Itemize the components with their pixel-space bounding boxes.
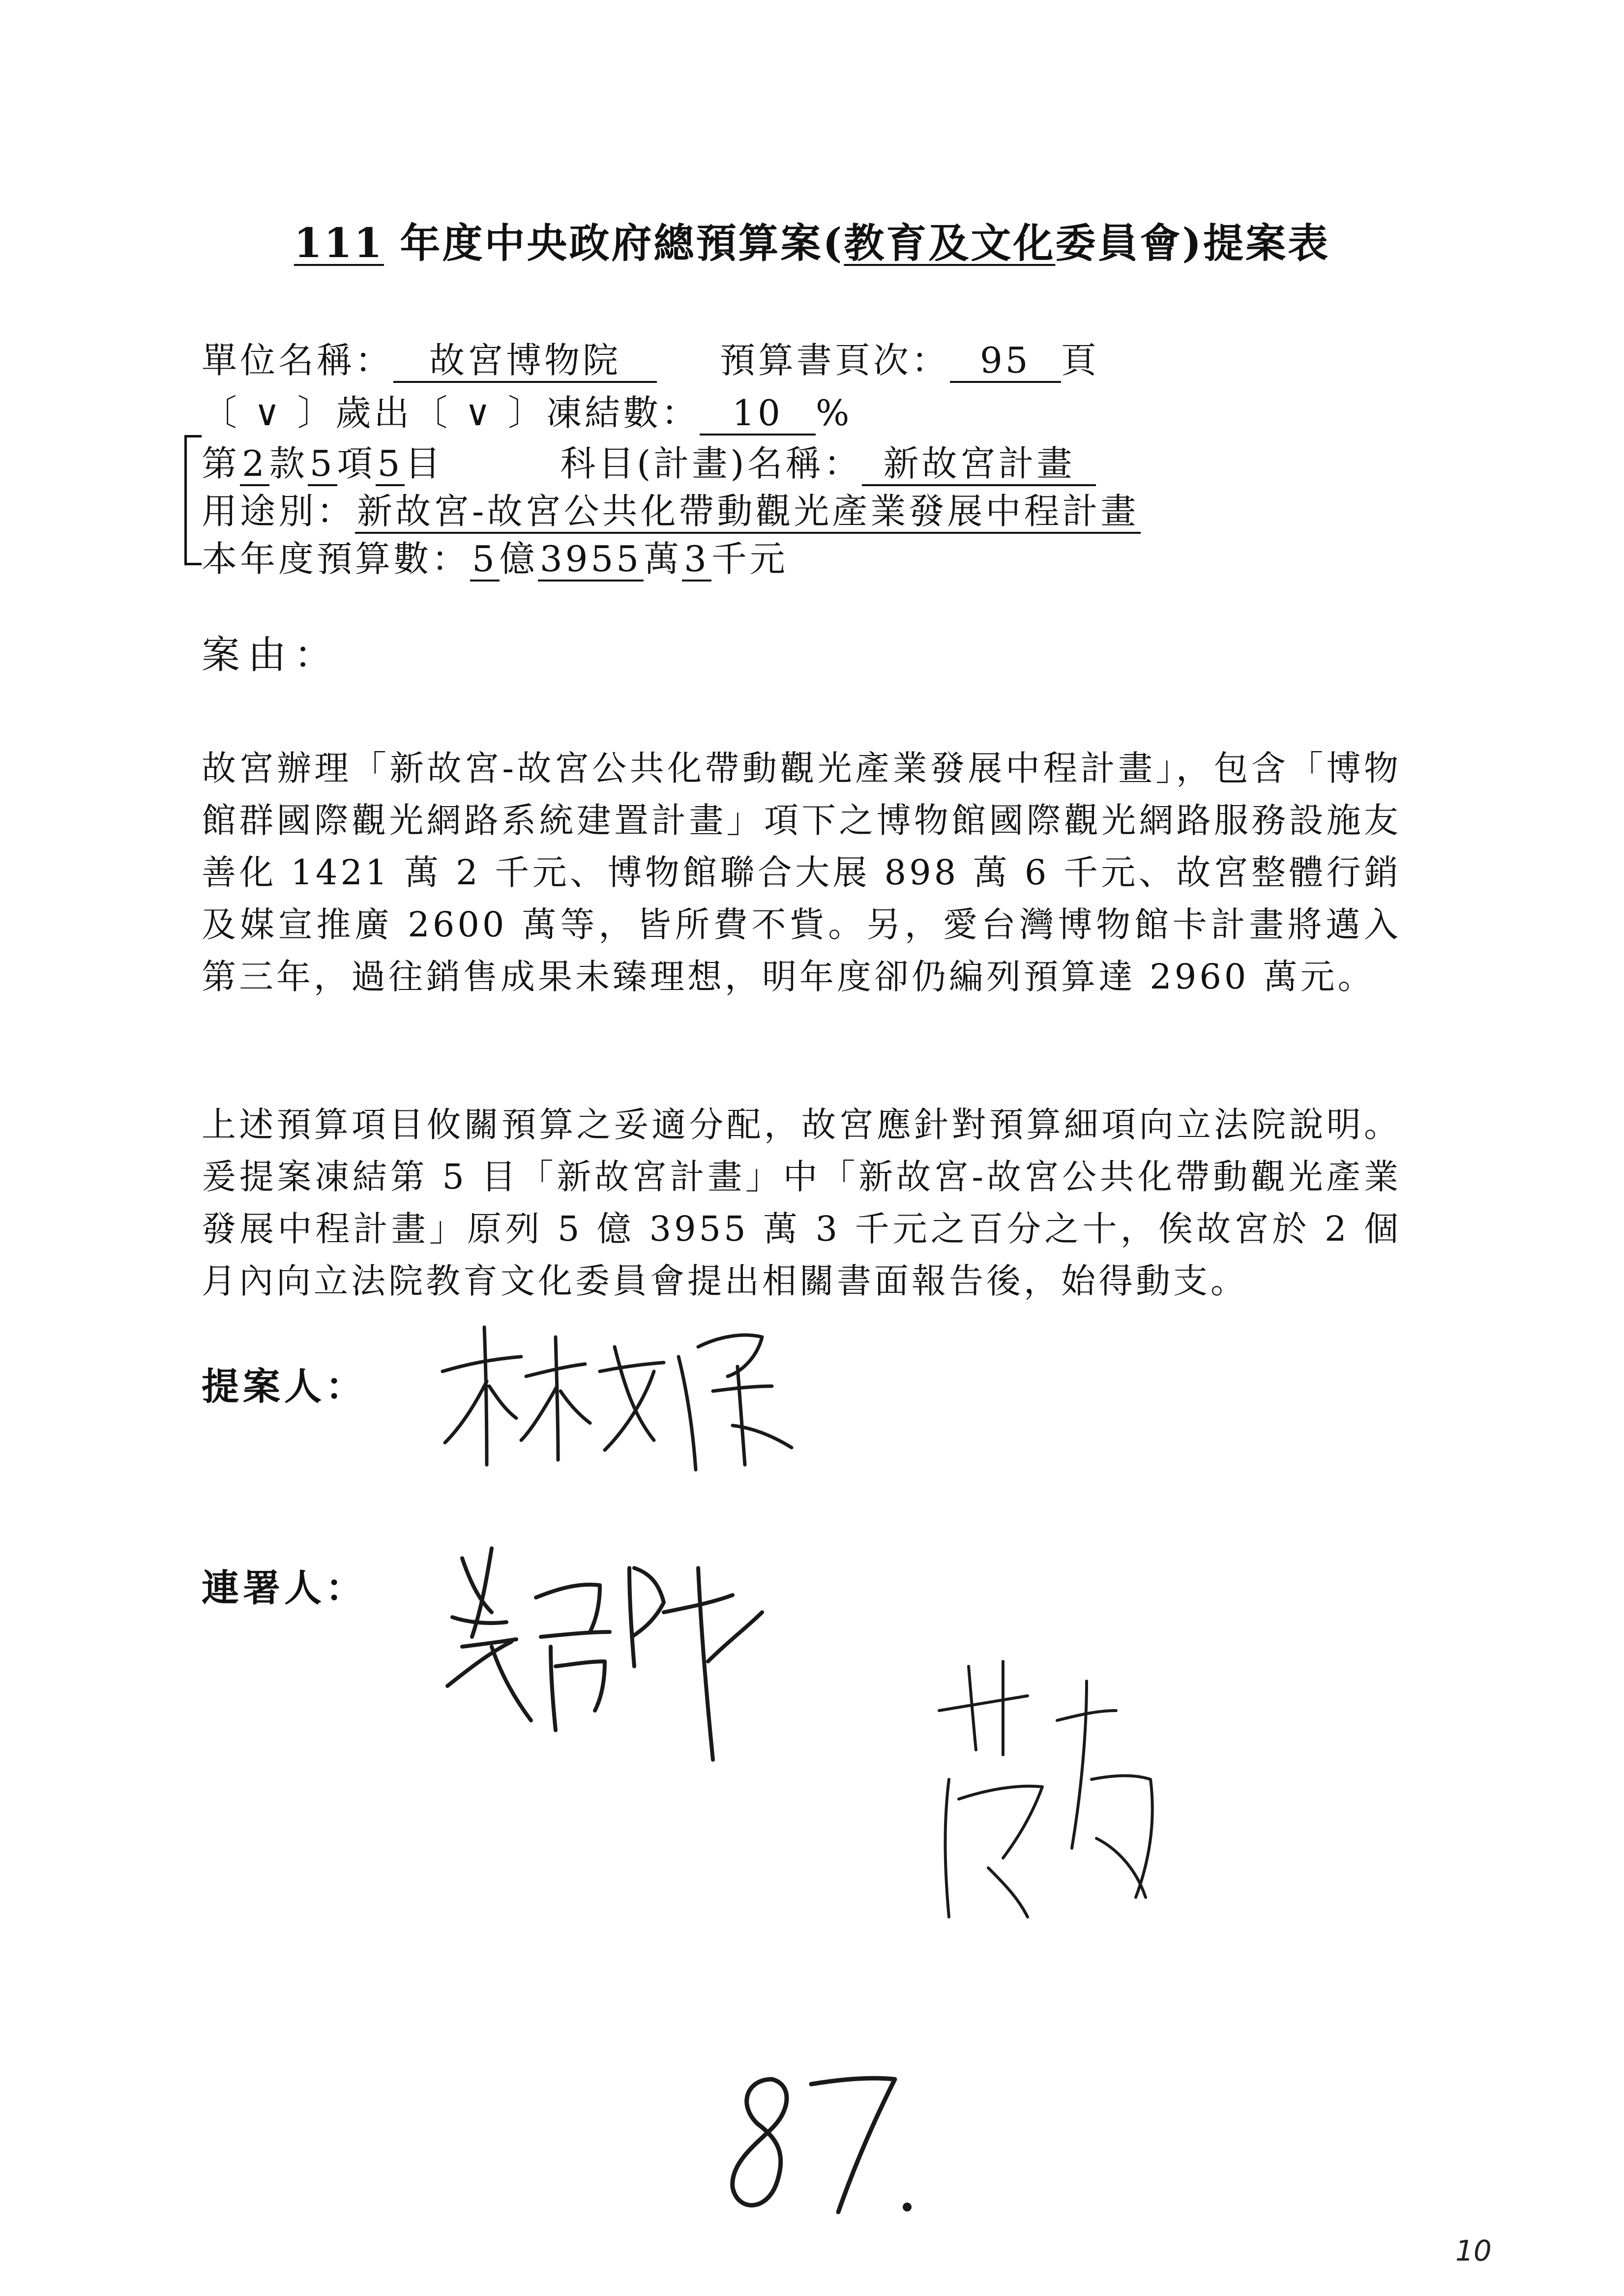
page-number: 10 (1455, 2234, 1492, 2267)
freeze-unit: % (816, 392, 853, 434)
expense-label: 歲出 (335, 392, 413, 434)
freeze-label: 凍結數： (546, 392, 700, 434)
item-xiang: 5 (308, 443, 337, 486)
freeze-row (202, 384, 852, 436)
cosigner-signature-2 (929, 1652, 1175, 1966)
unit-label: 單位名稱： (202, 340, 394, 381)
freeze-value: 10 (700, 393, 816, 436)
proposer-label: 提案人： (202, 1365, 367, 1408)
expense-checkbox: 〔 ∨ 〕 (202, 392, 336, 434)
budget-page-label: 預算書頁次： (719, 340, 950, 381)
purpose-label: 用途別： (202, 491, 355, 532)
cosigner-label: 連署人： (202, 1566, 367, 1610)
title-text-1: 年度中央政府總預算案( (400, 220, 844, 267)
item-kuan: 2 (240, 443, 269, 486)
item-mu-label: 目 (405, 443, 443, 484)
purpose-value: 新故宮-故宮公共化帶動觀光產業發展中程計畫 (355, 491, 1141, 534)
budget-amount-row (202, 530, 788, 581)
title-year: 111 (294, 220, 384, 267)
budget-amount-label: 本年度預算數： (202, 538, 471, 580)
title-text-2: 委員會)提案表 (1055, 220, 1330, 267)
freeze-checkbox: 〔 ∨ 〕 (412, 392, 546, 434)
item-xiang-label: 項 (337, 443, 376, 484)
unit-value: 故宮博物院 (393, 340, 657, 383)
handwritten-number (718, 2064, 924, 2227)
item-row (202, 435, 1096, 486)
subject-label: 科目(計畫)名稱： (560, 443, 862, 484)
budget-wan: 3955 (538, 539, 644, 581)
item-kuan-label: 款 (269, 443, 308, 484)
reason-label: 案由： (202, 633, 341, 677)
item-prefix: 第 (202, 443, 240, 484)
budget-yi-label: 億 (499, 538, 538, 580)
reason-paragraph-2: 上述預算項目攸關預算之妥適分配，故宮應針對預算細項向立法院說明。爰提案凍結第 5 目「新故宮計畫」中「新故宮-故宮公共化帶動觀光產業發展中程計畫」原列 5 億 3955 萬 3 千元之百分之十，俟故宮於 2 個月內向立法院教育文化委員會提出相關書面報告後，始得動支。 (202, 1104, 1401, 1301)
cosigner-signature-1 (433, 1539, 826, 1814)
proposer-signature (438, 1317, 821, 1480)
budget-page-value: 95 (950, 340, 1061, 383)
budget-yi: 5 (470, 539, 500, 581)
budget-wan-label: 萬 (644, 538, 682, 580)
item-mu: 5 (376, 443, 405, 486)
budget-qian: 3 (682, 539, 711, 581)
purpose-row (202, 483, 1141, 534)
budget-qian-label: 千元 (711, 538, 788, 580)
unit-row (202, 332, 1099, 383)
title-committee: 教育及文化 (844, 220, 1056, 267)
subject-value: 新故宮計畫 (862, 443, 1096, 486)
reason-paragraph-1: 故宮辦理「新故宮-故宮公共化帶動觀光產業發展中程計畫」，包含「博物館群國際觀光網路系統建置計畫」項下之博物館國際觀光網路服務設施友善化 1421 萬 2 千元、博物館聯合大展 898 萬 6 千元、故宮整體行銷及媒宣推廣 2600 萬等，皆所費不貲。另，愛台灣博物館卡計畫將邁入第三年，過往銷售成果未臻理想，明年度卻仍編列預算達 2960 萬元。 (202, 748, 1401, 997)
budget-page-suffix: 頁 (1061, 340, 1099, 381)
page-title (0, 211, 1624, 269)
item-bracket (184, 435, 202, 565)
